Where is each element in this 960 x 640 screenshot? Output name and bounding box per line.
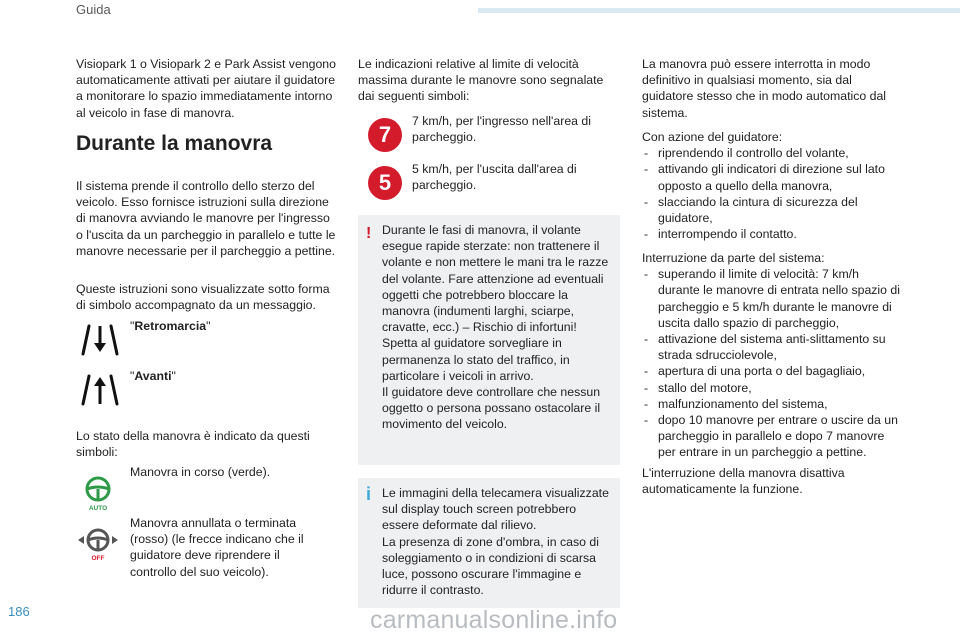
reverse-arrow-icon xyxy=(80,322,120,358)
paragraph-instructions: Queste istruzioni sono visualizzate sotto forma di simbolo accompagnato da un messaggio. xyxy=(76,282,330,313)
section-heading: Durante la manovra xyxy=(76,132,273,155)
header-bar xyxy=(478,8,960,13)
status-on-text: Manovra in corso (verde). xyxy=(130,465,271,479)
list-item: - attivando gli indicatori di direzione sul lato opposto a quello della manovra, xyxy=(642,161,904,193)
steering-wheel-off-icon xyxy=(76,525,120,563)
speed-7-text: 7 km/h, per l'ingresso nell'area di parcheggio. xyxy=(412,114,591,145)
driver-action-list xyxy=(642,145,904,242)
speed-intro: Le indicazioni relative al limite di velocità massima durante le manovre sono segnalate dai seguenti simboli: xyxy=(358,57,604,104)
system-interrupt-block xyxy=(642,250,904,461)
speed-limit-7-badge: 7 xyxy=(368,118,402,152)
info-text: Le immagini della telecamera visualizzate sul display touch screen potrebbero essere deformate dal rilievo. xyxy=(382,486,609,533)
status-off-text: Manovra annullata o terminata (rosso) (le frecce indicano che il guidatore deve riprendere il controllo del suo veicolo). xyxy=(130,516,304,579)
steering-wheel-auto-icon xyxy=(78,474,118,512)
warning-icon: ! xyxy=(366,225,372,242)
reverse-label: "Retromarcia" xyxy=(130,319,211,333)
system-interrupt-list xyxy=(642,266,904,460)
speed-limit-5-badge: 5 xyxy=(368,166,402,200)
list-item: - dopo 10 manovre per entrare o uscire da un parcheggio in parallelo e dopo 7 manovre per entrare in un parcheggio a pettine. xyxy=(642,412,904,461)
warning-box xyxy=(358,215,620,465)
page-number: 186 xyxy=(8,604,30,619)
list-item: - malfunzionamento del sistema, xyxy=(642,396,904,412)
system-interrupt-title: Interruzione da parte del sistema: xyxy=(642,251,825,265)
forward-label: "Avanti" xyxy=(130,369,176,383)
list-item: - slacciando la cintura di sicurezza del guidatore, xyxy=(642,194,904,226)
off-badge: OFF xyxy=(91,555,105,562)
interrupt-intro: La manovra può essere interrotta in modo definitivo in qualsiasi momento, sia dal guidatore stesso che in modo automatico dal sistema. xyxy=(642,57,887,120)
info-icon: i xyxy=(366,484,372,504)
list-item: - attivazione del sistema anti-slittamento su strada sdrucciolevole, xyxy=(642,331,904,363)
info-box xyxy=(358,478,620,608)
section-title: Guida xyxy=(76,2,111,17)
info-text-2: La presenza di zone d'ombra, in caso di soleggiamento o in condizioni di scarsa luce, possono oscurare l'immagine e ridurre il contrasto. xyxy=(382,534,599,598)
warning-text-2: Il guidatore deve controllare che nessun oggetto o persona possano ostacolare il movimento del veicolo. xyxy=(382,385,601,432)
list-item: - riprendendo il controllo del volante, xyxy=(642,145,904,161)
intro-paragraph: Visiopark 1 o Visiopark 2 e Park Assist vengono automaticamente attivati per aiutare il guidatore a monitorare lo spazio immediatamente intorno al veicolo in fase di manovra. xyxy=(76,57,336,120)
forward-arrow-icon xyxy=(80,372,120,408)
driver-action-title: Con azione del guidatore: xyxy=(642,130,783,144)
list-item: - interrompendo il contatto. xyxy=(642,226,904,242)
closing-paragraph: L'interruzione della manovra disattiva automaticamente la funzione. xyxy=(642,466,845,497)
auto-badge: AUTO xyxy=(88,505,108,512)
list-item: - apertura di una porta o del bagagliaio, xyxy=(642,363,904,379)
paragraph-status: Lo stato della manovra è indicato da questi simboli: xyxy=(76,429,310,460)
warning-text: Durante le fasi di manovra, il volante esegue rapide sterzate: non trattenere il volante e non mettere le mani tra le razze del volante. Fare attenzione ad eventuali oggetti che potrebbero bloccare la manovra (indumenti larghi, sciarpe, cravatte, ecc.) – Rischio di infortuni! Spetta al guidatore sorvegliare in permanenza lo stato del traffico, in particolare i veicoli in arrivo. xyxy=(382,223,609,383)
watermark: carmanualsonline.info xyxy=(370,606,618,634)
speed-5-text: 5 km/h, per l'uscita dall'area di parcheggio. xyxy=(412,162,577,193)
paragraph-steering: Il sistema prende il controllo dello sterzo del veicolo. Esso fornisce istruzioni sulla direzione di manovra avviando le manovre per l'ingresso o l'uscita da un parcheggio in parallelo e tutte le manovre necessarie per il parcheggio a pettine. xyxy=(76,179,336,258)
list-item: - stallo del motore, xyxy=(642,380,904,396)
driver-action-block xyxy=(642,129,904,242)
list-item: - superando il limite di velocità: 7 km/h durante le manovre di entrata nello spazio di parcheggio e 5 km/h durante le manovre di uscita dallo spazio di parcheggio, xyxy=(642,266,904,331)
